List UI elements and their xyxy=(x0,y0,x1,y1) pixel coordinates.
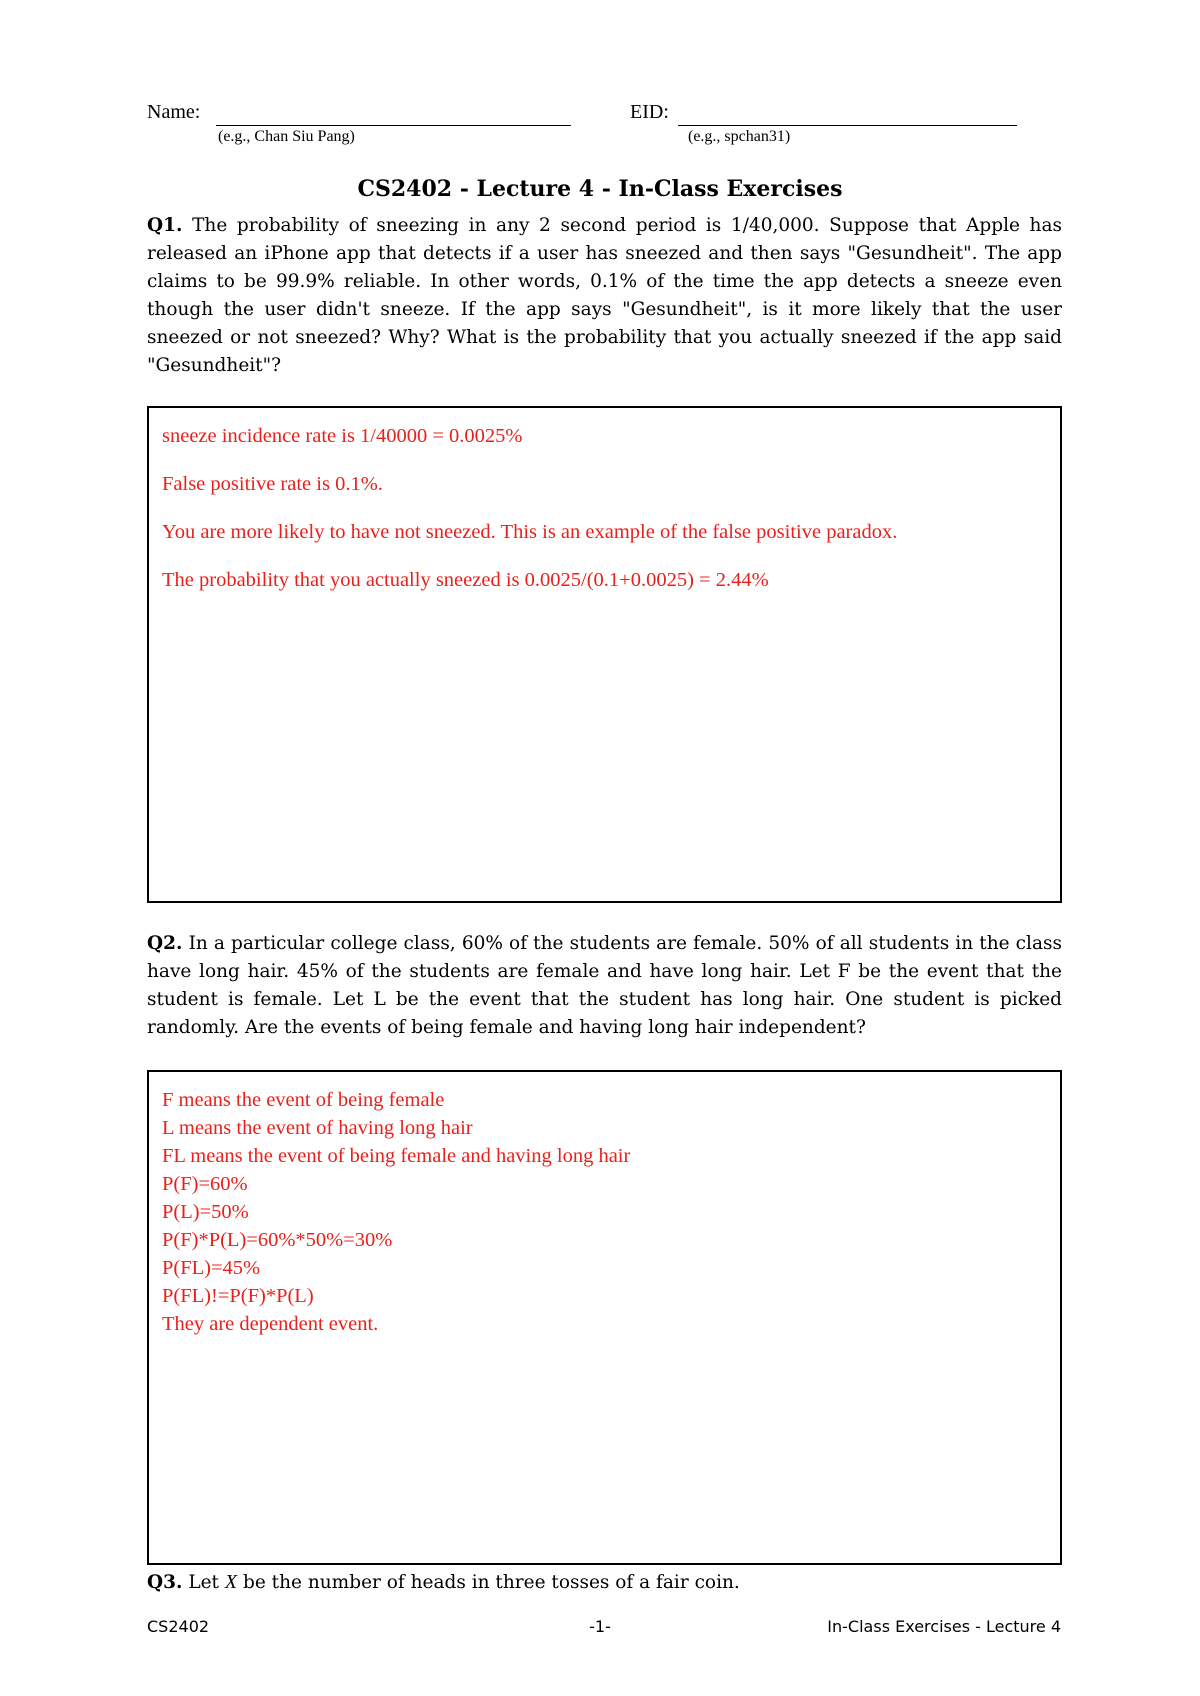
name-field[interactable] xyxy=(216,103,571,126)
question-2-text: In a particular college class, 60% of the students are female. 50% of all students in the class have long hair. 45% of the students are female and have long hair. Let F be the event that the student is female. Let L be the event that the student has long hair. One student is picked randomly. Are the events of being female and having long hair independent? xyxy=(147,933,1062,1038)
eid-label: EID: xyxy=(630,101,669,123)
name-hint: (e.g., Chan Siu Pang) xyxy=(218,128,355,145)
answer-1-line: sneeze incidence rate is 1/40000 = 0.0025% xyxy=(162,425,523,447)
answer-2-line: L means the event of having long hair xyxy=(162,1117,473,1139)
answer-2-line: P(F)*P(L)=60%*50%=30% xyxy=(162,1229,393,1251)
page-title: CS2402 - Lecture 4 - In-Class Exercises xyxy=(357,176,843,202)
answer-2-line: P(FL)=45% xyxy=(162,1257,261,1279)
answer-2-line: FL means the event of being female and having long hair xyxy=(162,1145,631,1167)
footer-page-number: -1- xyxy=(589,1617,611,1636)
answer-box-2 xyxy=(147,1070,1062,1565)
question-3-variable: X xyxy=(224,1571,238,1593)
answer-2-line: P(F)=60% xyxy=(162,1173,248,1195)
eid-field[interactable] xyxy=(678,103,1017,126)
question-3-number: Q3. xyxy=(147,1572,183,1593)
question-3-text-after: be the number of heads in three tosses of a fair coin. xyxy=(243,1572,740,1593)
footer-left: CS2402 xyxy=(147,1617,210,1636)
name-label: Name: xyxy=(147,101,201,123)
question-1-text: The probability of sneezing in any 2 second period is 1/40,000. Suppose that Apple has released an iPhone app that detects if a user has sneezed and then says "Gesundheit". The app claims to be 99.9% reliable. In other words, 0.1% of the time the app detects a sneeze even though the user didn't sneeze. If the app says "Gesundheit", is it more likely that the user sneezed or not sneezed? Why? What is the probability that you actually sneezed if the app said "Gesundheit"? xyxy=(147,215,1063,376)
question-1-number: Q1. xyxy=(147,215,183,236)
eid-hint: (e.g., spchan31) xyxy=(688,128,791,145)
answer-1-line: False positive rate is 0.1%. xyxy=(162,473,383,495)
answer-box-1 xyxy=(147,406,1062,903)
answer-1-line: You are more likely to have not sneezed. This is an example of the false positive paradox. xyxy=(162,521,898,543)
answer-2-line: F means the event of being female xyxy=(162,1089,445,1111)
answer-1-line: The probability that you actually sneezed is 0.0025/(0.1+0.0025) = 2.44% xyxy=(162,569,769,591)
question-1 xyxy=(147,212,1062,380)
answer-2-line: P(FL)!=P(F)*P(L) xyxy=(162,1285,314,1307)
question-2 xyxy=(147,930,1062,1042)
question-3-text-before: Let xyxy=(188,1572,219,1593)
answer-2-line: They are dependent event. xyxy=(162,1313,379,1335)
footer-right: In-Class Exercises - Lecture 4 xyxy=(827,1617,1061,1636)
question-2-number: Q2. xyxy=(147,933,183,954)
question-3 xyxy=(147,1568,1062,1597)
answer-2-line: P(L)=50% xyxy=(162,1201,249,1223)
